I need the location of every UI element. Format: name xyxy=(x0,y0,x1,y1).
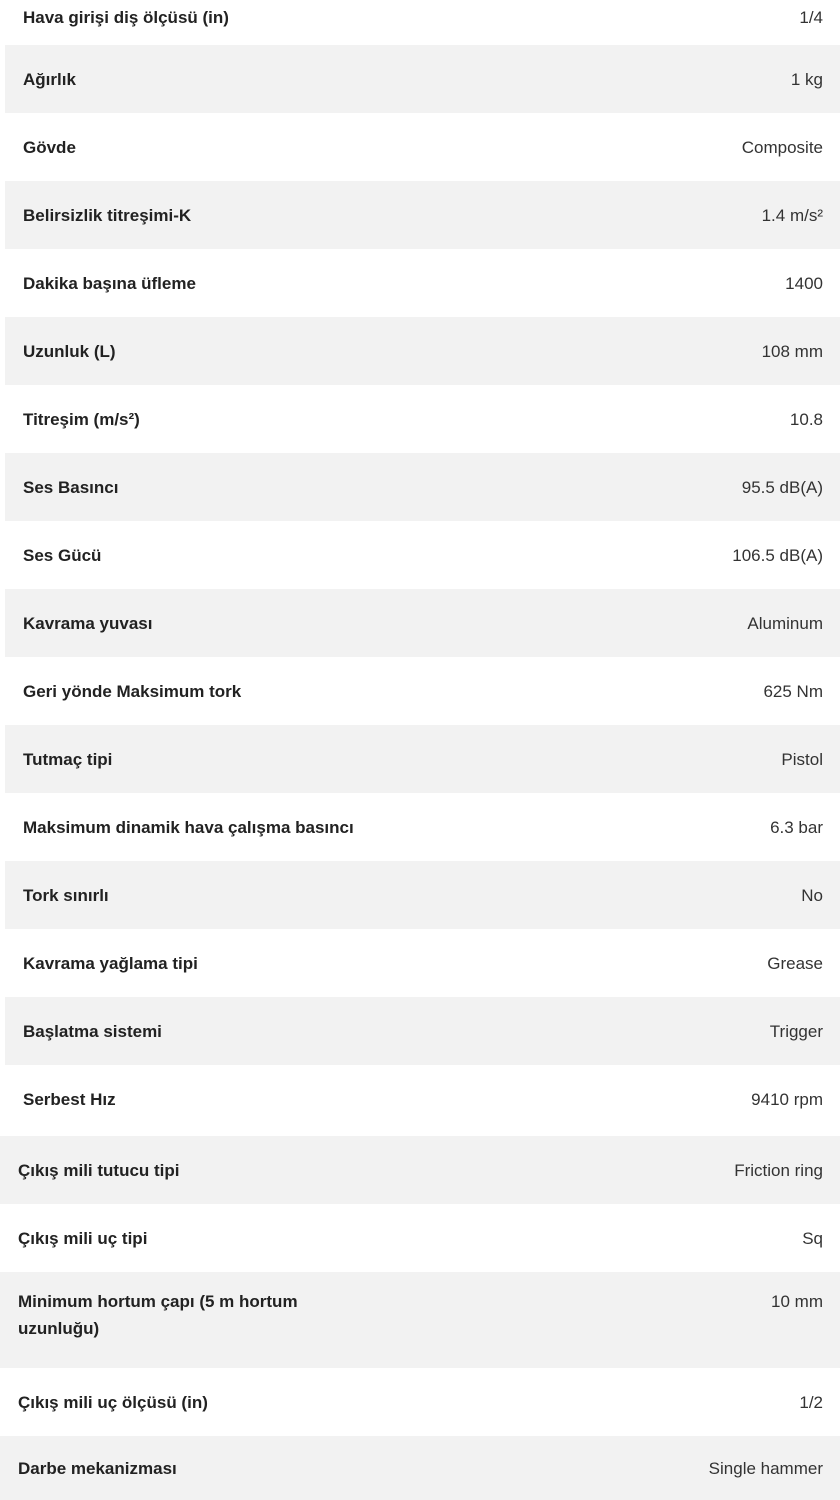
spec-label: Tutmaç tipi xyxy=(23,749,113,769)
spec-row xyxy=(5,113,840,181)
spec-label: Dakika başına üfleme xyxy=(23,273,196,293)
spec-row xyxy=(5,181,840,249)
spec-row xyxy=(0,1136,840,1204)
spec-label: Tork sınırlı xyxy=(23,885,109,905)
spec-label: Başlatma sistemi xyxy=(23,1021,162,1041)
spec-row xyxy=(5,0,840,43)
spec-label: Çıkış mili uç ölçüsü (in) xyxy=(18,1392,208,1412)
spec-row xyxy=(5,521,840,589)
spec-row xyxy=(5,793,840,861)
spec-value: Single hammer xyxy=(708,1458,823,1478)
spec-row xyxy=(5,317,840,385)
spec-row xyxy=(5,249,840,317)
spec-label: Belirsizlik titreşimi-K xyxy=(23,205,192,225)
spec-label: Geri yönde Maksimum tork xyxy=(23,681,242,701)
spec-label: Kavrama yuvası xyxy=(23,613,153,633)
spec-label: Serbest Hız xyxy=(23,1089,116,1109)
spec-label: Maksimum dinamik hava çalışma basıncı xyxy=(23,817,354,837)
spec-row xyxy=(0,1436,840,1500)
spec-row xyxy=(5,453,840,521)
spec-value: No xyxy=(801,885,823,905)
spec-row xyxy=(5,861,840,929)
spec-row xyxy=(5,725,840,793)
spec-row xyxy=(5,929,840,997)
spec-label: Çıkış mili tutucu tipi xyxy=(18,1160,180,1180)
spec-row xyxy=(5,589,840,657)
spec-row xyxy=(5,385,840,453)
spec-value: Grease xyxy=(767,953,823,973)
spec-label: Darbe mekanizması xyxy=(18,1458,177,1478)
spec-value: 106.5 dB(A) xyxy=(732,545,823,565)
spec-value: 1.4 m/s² xyxy=(761,205,823,225)
spec-value: Trigger xyxy=(769,1021,823,1041)
spec-value: 9410 rpm xyxy=(751,1089,823,1109)
spec-label: Ses Gücü xyxy=(23,545,102,565)
spec-label: Kavrama yağlama tipi xyxy=(23,953,198,973)
spec-row xyxy=(5,45,840,113)
spec-value: 108 mm xyxy=(761,341,823,361)
spec-row xyxy=(5,997,840,1065)
spec-value: 1 kg xyxy=(790,69,823,89)
spec-value: Friction ring xyxy=(734,1160,823,1180)
spec-label: Minimum hortum çapı (5 m hortum uzunluğu) xyxy=(18,1292,298,1338)
spec-value: Pistol xyxy=(781,749,823,769)
spec-row xyxy=(5,657,840,725)
spec-label: Uzunluk (L) xyxy=(23,341,116,361)
spec-label: Hava girişi diş ölçüsü (in) xyxy=(23,7,229,27)
spec-value: 6.3 bar xyxy=(770,817,823,837)
spec-value: 10.8 xyxy=(789,409,823,429)
spec-row xyxy=(0,1204,840,1272)
spec-row xyxy=(0,1368,840,1436)
spec-row xyxy=(5,1065,840,1133)
spec-row xyxy=(0,1272,840,1368)
spec-label: Titreşim (m/s²) xyxy=(23,409,140,429)
spec-label: Ses Basıncı xyxy=(23,477,119,497)
spec-value: 95.5 dB(A) xyxy=(741,477,823,497)
spec-value: Aluminum xyxy=(747,613,823,633)
spec-label: Ağırlık xyxy=(23,69,76,89)
spec-value: Sq xyxy=(802,1228,823,1248)
spec-value: 10 mm xyxy=(771,1292,823,1311)
spec-label: Gövde xyxy=(23,137,76,157)
spec-value: 1/2 xyxy=(799,1392,823,1412)
spec-value: 625 Nm xyxy=(763,681,823,701)
spec-value: Composite xyxy=(741,137,823,157)
spec-label: Çıkış mili uç tipi xyxy=(18,1228,148,1248)
spec-value: 1400 xyxy=(785,273,823,293)
spec-value: 1/4 xyxy=(799,7,823,27)
